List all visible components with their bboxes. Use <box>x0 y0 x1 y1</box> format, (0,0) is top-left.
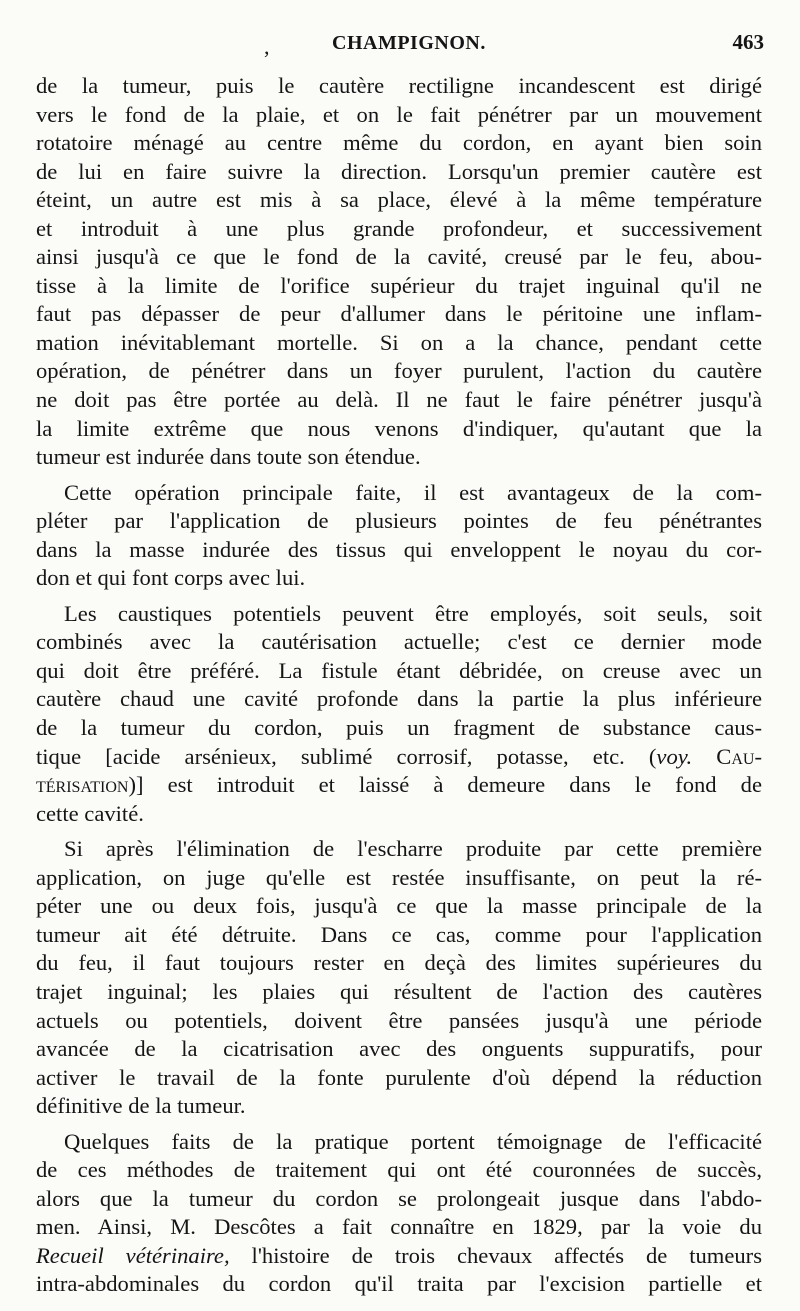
text-line: application, on juge qu'elle est restée insuffisante, on peut la ré- <box>36 864 762 890</box>
text-segment: l'histoire de trois chevaux affectés de tumeurs <box>229 1242 762 1268</box>
text-line: tumeur ait été détruite. Dans ce cas, comme pour l'application <box>36 921 762 947</box>
text-line: et introduit à une plus grande profondeur, et successivement <box>36 215 762 241</box>
text-line: ainsi jusqu'à ce que le fond de la cavité, creusé par le feu, abou- <box>36 244 762 270</box>
text-line: cette cavité. <box>36 800 144 826</box>
text-line: ne doit pas être portée au delà. Il ne faut le faire pénétrer jusqu'à <box>36 387 762 413</box>
italic-reference: voy. <box>656 743 693 769</box>
text-line: combinés avec la cautérisation actuelle; c'est ce dernier mode <box>36 629 762 655</box>
text-line: Quelques faits de la pratique portent témoignage de l'efficacité <box>64 1128 762 1154</box>
body-text <box>36 72 762 1299</box>
paragraph-2 <box>36 479 762 593</box>
text-line: intra-abdominales du cordon qu'il traita par l'excision partielle et <box>36 1271 762 1297</box>
text-line: du feu, il faut toujours rester en deçà des limites supérieures du <box>36 950 762 976</box>
text-segment: tique [acide arsénieux, sublimé corrosif, potasse, etc. ( <box>36 743 657 769</box>
text-line: actuels ou potentiels, doivent être pansées jusqu'à une période <box>36 1007 762 1033</box>
header-mark: , <box>264 34 270 59</box>
text-line: Les caustiques potentiels peuvent être employés, soit seuls, soit <box>64 600 762 626</box>
text-line: qui doit être préféré. La fistule étant débridée, on creuse avec un <box>36 657 762 683</box>
text-line: de la tumeur, puis le cautère rectiligne incandescent est dirigé <box>36 73 762 98</box>
running-title: CHAMPIGNON. <box>332 32 486 54</box>
text-line: trajet inguinal; les plaies qui résultent de l'action des cautères <box>36 978 762 1004</box>
paragraph-3 <box>36 600 762 828</box>
text-line: éteint, un autre est mis à sa place, élevé à la même température <box>36 187 762 213</box>
text-line: activer le travail de la fonte purulente d'où dépend la réduction <box>36 1064 762 1090</box>
text-line: Si après l'élimination de l'escharre produite par cette première <box>64 836 762 862</box>
text-line <box>36 771 762 800</box>
text-line: tumeur est indurée dans toute son étendue. <box>36 444 421 470</box>
text-line: don et qui font corps avec lui. <box>36 565 306 591</box>
text-line: alors que la tumeur du cordon se prolongeait jusque dans l'abdo- <box>36 1185 762 1211</box>
small-caps-reference: térisation <box>36 772 129 798</box>
text-line: de la tumeur du cordon, puis un fragment de substance caus- <box>36 715 762 741</box>
small-caps-reference: Cau- <box>692 743 762 769</box>
text-line: de lui en faire suivre la direction. Lorsqu'un premier cautère est <box>36 158 762 184</box>
text-line: faut pas dépasser de peur d'allumer dans le péritoine une inflam- <box>36 301 762 327</box>
text-line: cautère chaud une cavité profonde dans la partie la plus inférieure <box>36 686 762 712</box>
text-line: vers le fond de la plaie, et on le fait pénétrer par un mouvement <box>36 101 762 127</box>
text-line: mation inévitablemant mortelle. Si on a la chance, pendant cette <box>36 329 762 355</box>
text-line: opération, de pénétrer dans un foyer purulent, l'action du cautère <box>36 358 762 384</box>
text-line <box>36 1242 762 1271</box>
paragraph-1 <box>36 72 762 472</box>
text-line: pléter par l'application de plusieurs pointes de feu pénétrantes <box>36 508 762 534</box>
text-segment: )] est introduit et laissé à demeure dans le fond de <box>128 772 762 798</box>
text-line: men. Ainsi, M. Descôtes a fait connaître en 1829, par la voie du <box>36 1214 762 1240</box>
text-line: Cette opération principale faite, il est avantageux de la com- <box>64 479 762 505</box>
text-line: rotatoire ménagé au centre même du cordon, en ayant bien soin <box>36 130 762 156</box>
page-number: 463 <box>732 30 764 54</box>
paragraph-5 <box>36 1128 762 1299</box>
text-line: tisse à la limite de l'orifice supérieur du trajet inguinal qu'il ne <box>36 272 762 298</box>
text-line: de ces méthodes de traitement qui ont été couronnées de succès, <box>36 1157 762 1183</box>
text-line: péter une ou deux fois, jusqu'à ce que la masse principale de la <box>36 893 762 919</box>
text-line: avancée de la cicatrisation avec des onguents suppuratifs, pour <box>36 1036 762 1062</box>
text-line <box>36 743 762 772</box>
italic-title: Recueil vétérinaire, <box>36 1242 230 1268</box>
text-line: dans la masse indurée des tissus qui enveloppent le noyau du cor- <box>36 536 762 562</box>
text-line: définitive de la tumeur. <box>36 1093 246 1119</box>
running-header <box>36 26 764 59</box>
paragraph-4 <box>36 835 762 1120</box>
text-line: la limite extrême que nous venons d'indiquer, qu'autant que la <box>36 415 762 441</box>
